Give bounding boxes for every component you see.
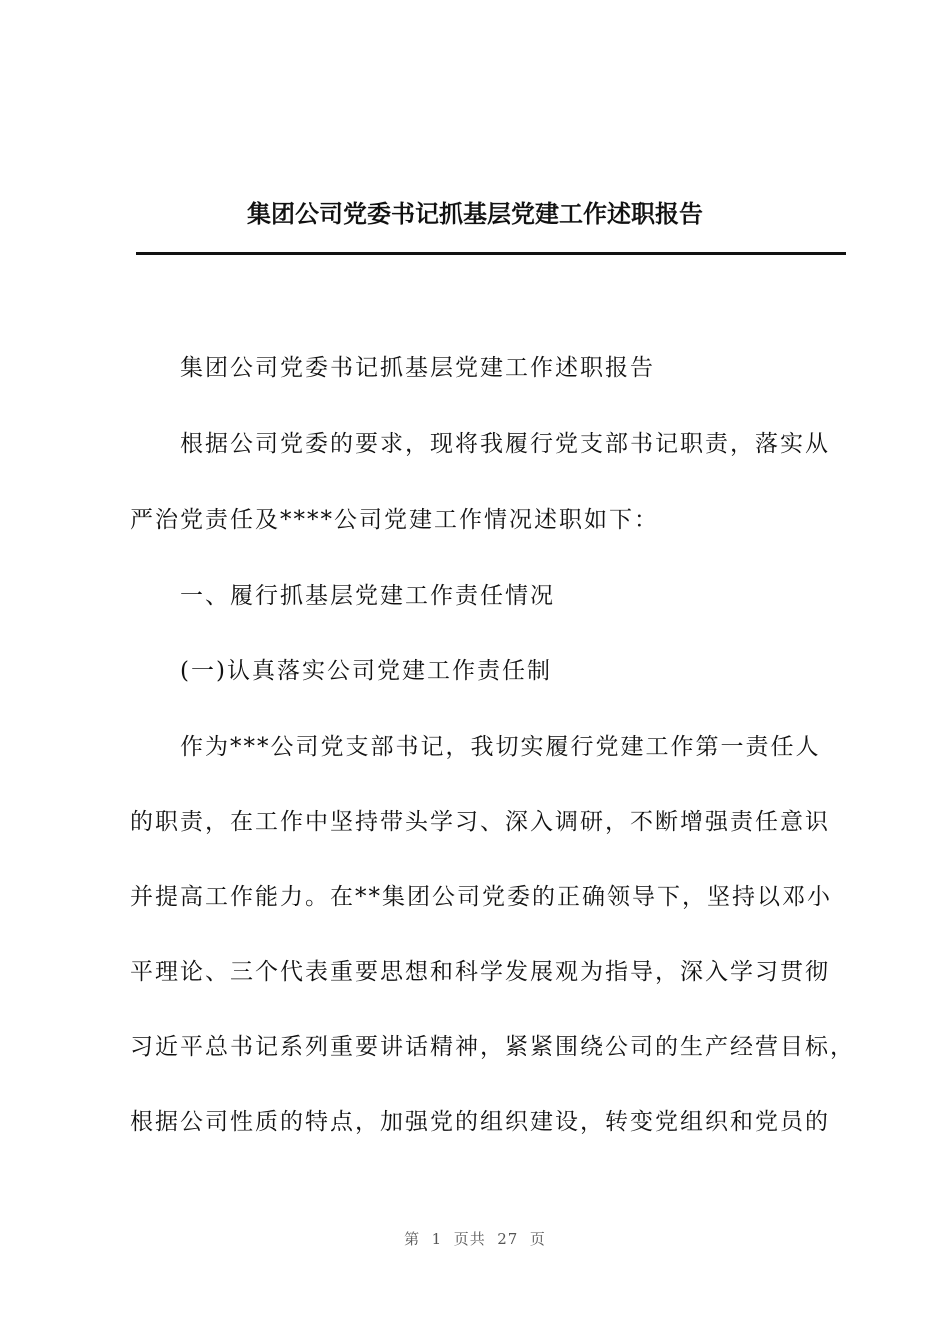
title-underline [136, 252, 846, 255]
body-line: 并提高工作能力。在**集团公司党委的正确领导下，坚持以邓小 [130, 884, 832, 910]
body-heading: 集团公司党委书记抓基层党建工作述职报告 [180, 355, 655, 381]
body-line: 根据公司党委的要求，现将我履行党支部书记职责，落实从 [180, 431, 830, 457]
page-number-footer: 第 1 页共 27 页 [404, 1230, 546, 1248]
body-line: 作为***公司党支部书记，我切实履行党建工作第一责任人 [180, 734, 821, 760]
body-line: 的职责，在工作中坚持带头学习、深入调研，不断增强责任意识 [130, 809, 830, 835]
body-line: 平理论、三个代表重要思想和科学发展观为指导，深入学习贯彻 [130, 959, 830, 985]
body-line: 严治党责任及****公司党建工作情况述职如下： [130, 507, 659, 533]
subsection-heading: (一)认真落实公司党建工作责任制 [180, 658, 552, 684]
page-title: 集团公司党委书记抓基层党建工作述职报告 [247, 199, 703, 228]
body-line: 习近平总书记系列重要讲话精神，紧紧围绕公司的生产经营目标， [130, 1034, 855, 1060]
section-heading: 一、履行抓基层党建工作责任情况 [180, 583, 555, 609]
body-line: 根据公司性质的特点，加强党的组织建设，转变党组织和党员的 [130, 1109, 830, 1135]
